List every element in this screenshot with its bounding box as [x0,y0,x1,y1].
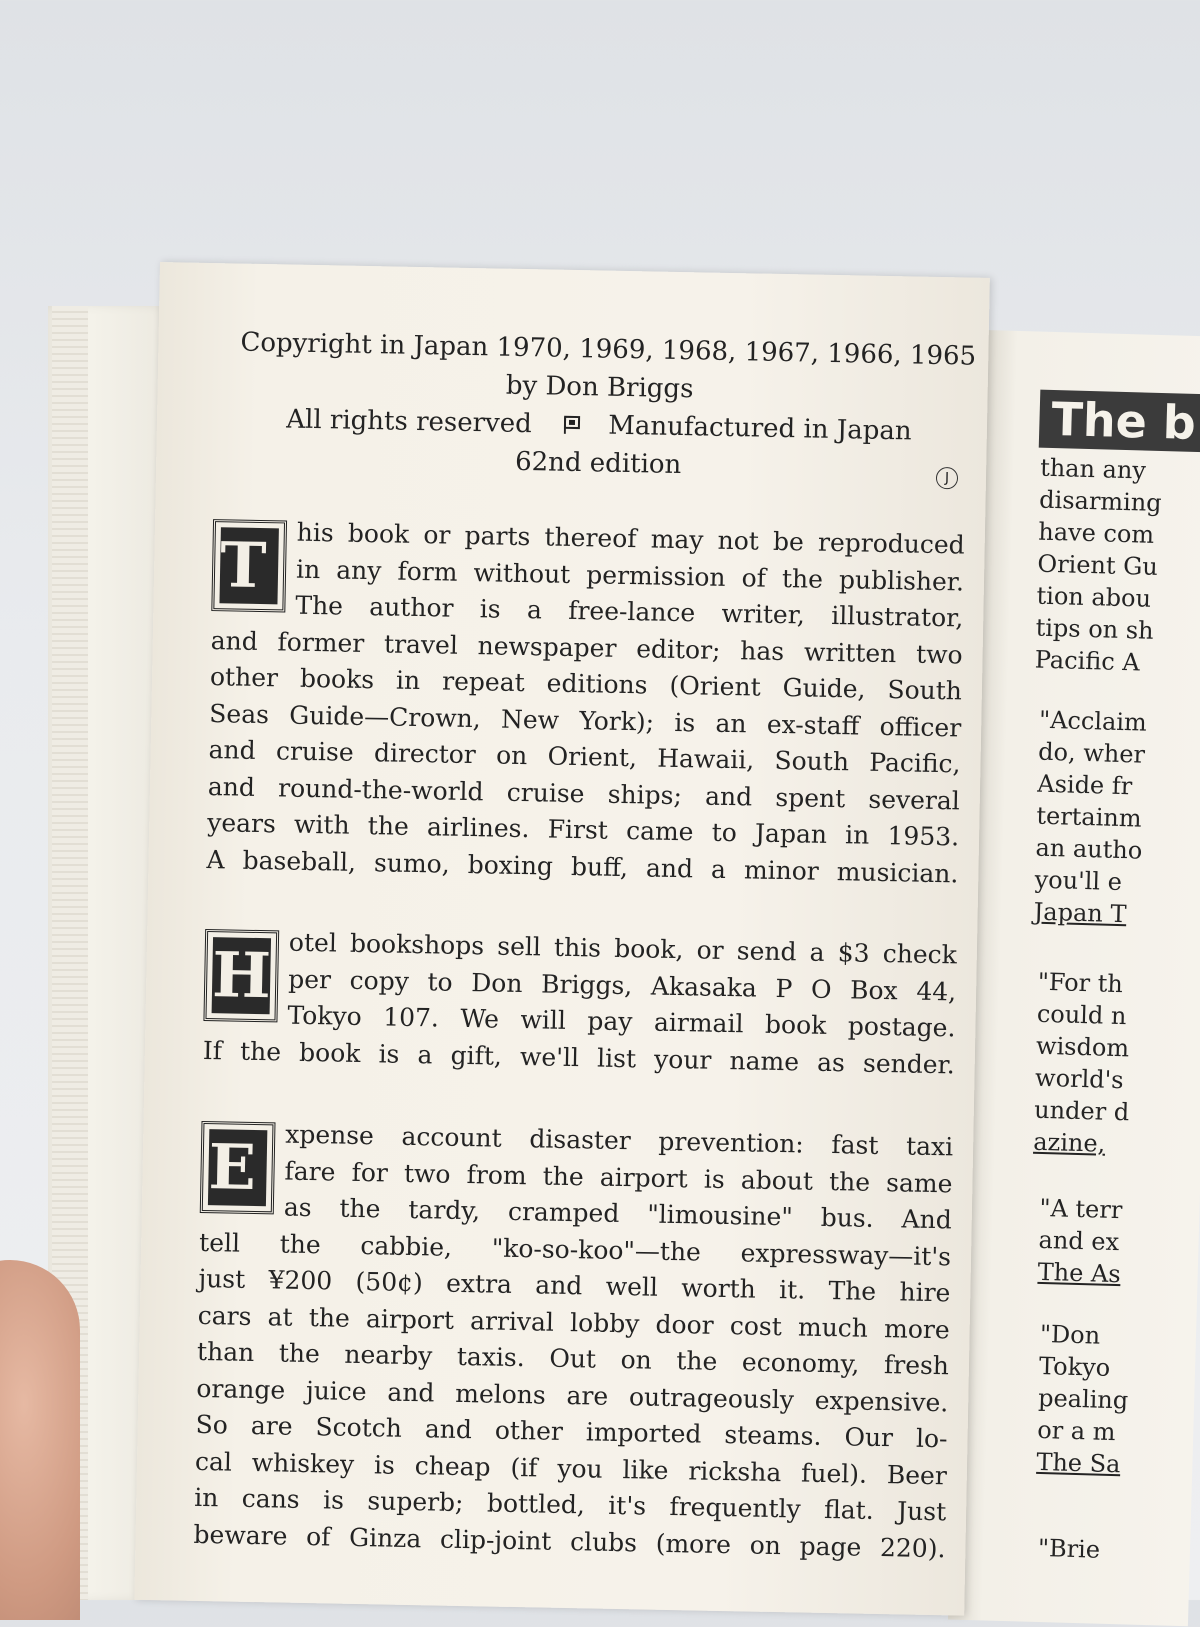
thumb [0,1260,80,1620]
text-line: Orient Gu [1037,548,1160,583]
text-line: as the tardy, cramped "limousine" bus. And [200,1188,953,1239]
text-line: "For th [1037,966,1133,1001]
text-line: just ¥200 (50¢) extra and well worth it. The hire [198,1261,951,1312]
dropcap-letter: H [212,937,271,1014]
text-line: or a m [1037,1414,1128,1449]
j-mark-icon: J [936,467,958,489]
text-line: could n [1036,998,1132,1033]
text-line: The As [1037,1256,1121,1290]
text-line: If the book is a gift, we'll list your name as sender. [203,1032,956,1083]
paragraph-author [206,513,965,892]
right-page-block-5 [1036,1318,1130,1480]
text-line: tell the cabbie, "ko-so-koo"—the expressway—it's [199,1224,952,1275]
text-line: The author is a free-lance writer, illustrator, [211,586,964,637]
dropcap-h [203,929,279,1022]
text-line: and cruise director on Orient, Hawaii, South Pacific, [208,732,961,783]
edition-line: 62nd edition [238,438,959,490]
text-line: pealing [1038,1382,1129,1417]
flag-icon [564,415,582,435]
text-line: A baseball, sumo, boxing buff, and a minor musician. [206,842,959,893]
text-line: tion abou [1036,580,1159,615]
text-line: Seas Guide—Crown, New York); is an ex-staff officer [209,696,962,747]
right-page-block-6 [1038,1532,1101,1566]
text-line: tertainm [1036,800,1145,835]
text-line: "Brie [1038,1532,1101,1566]
text-line: cal whiskey is cheap (if you like ricksha fuel). Beer [195,1443,948,1494]
text-line: in any form without permission of the publisher. [212,550,965,601]
text-line: other books in repeat editions (Orient Guide, South [210,659,963,710]
text-line: fare for two from the airport is about the same [200,1151,953,1202]
text-line: you'll e [1034,864,1143,899]
text-line: in cans is superb; bottled, it's frequently flat. Just [194,1480,947,1531]
text-line: do, wher [1038,736,1147,771]
text-line: and round-the-world cruise ships; and spent several [208,769,961,820]
text-line: azine, [1033,1126,1129,1161]
text-line: than any [1040,452,1163,487]
text-line: world's [1035,1062,1131,1097]
text-line: orange juice and melons are outrageously expensive. [196,1370,949,1421]
text-line: cars at the airport arrival lobby door cost much more [197,1297,950,1348]
text-line: Tokyo [1039,1350,1130,1385]
right-page-block-1 [1034,452,1163,679]
text-line: tips on sh [1035,612,1158,647]
author-line: by Don Briggs [239,362,960,414]
rights-reserved: All rights reserved [286,400,532,443]
text-line: beware of Ginza clip-joint clubs (more on page 220). [193,1516,946,1567]
text-line: an autho [1035,832,1144,867]
text-line: Aside fr [1037,768,1146,803]
text-line: disarming [1039,484,1162,519]
right-page-block-4 [1037,1192,1123,1290]
text-line: under d [1034,1094,1130,1129]
dropcap-t [211,519,287,612]
paragraph-expense [193,1115,953,1567]
dropcap-letter: E [208,1129,267,1206]
text-line: xpense account disaster prevention: fast taxi [201,1115,954,1166]
text-line: wisdom [1036,1030,1132,1065]
text-line: per copy to Don Briggs, Akasaka P O Box 44, [204,959,957,1010]
text-line: Tokyo 107. We will pay airmail book postage. [203,996,956,1047]
text-line: "Don [1040,1318,1131,1353]
text-line: Pacific A [1034,644,1157,679]
right-page-heading: The b [1039,390,1200,454]
copyright-block [238,324,961,490]
text-line: years with the airlines. First came to Japan in 1953. [207,805,960,856]
text-line: than the nearby taxis. Out on the economy, fresh [197,1334,950,1385]
text-line: Japan T [1033,896,1142,931]
right-page-block-3 [1033,966,1133,1161]
text-line: his book or parts thereof may not be reproduced [212,513,965,564]
copyright-line: Copyright in Japan 1970, 1969, 1968, 1967, 1966, 1965 [240,324,961,376]
text-line: otel bookshops sell this book, or send a $3 check [205,923,958,974]
text-line: and former travel newspaper editor; has written two [210,623,963,674]
text-line: "A terr [1039,1192,1123,1226]
left-page [134,262,990,1616]
text-line: "Acclaim [1039,704,1148,739]
manufactured-in: Manufactured in Japan [608,407,912,451]
right-page [948,330,1200,1626]
paragraph-bookshops [203,923,958,1083]
dropcap-letter: T [219,527,278,604]
right-page-block-2 [1033,704,1147,931]
text-line: have com [1038,516,1161,551]
text-line: The Sa [1036,1446,1127,1481]
text-line: So are Scotch and other imported steams. Our lo- [195,1407,948,1458]
dropcap-e [200,1121,276,1214]
text-line: and ex [1038,1224,1122,1258]
